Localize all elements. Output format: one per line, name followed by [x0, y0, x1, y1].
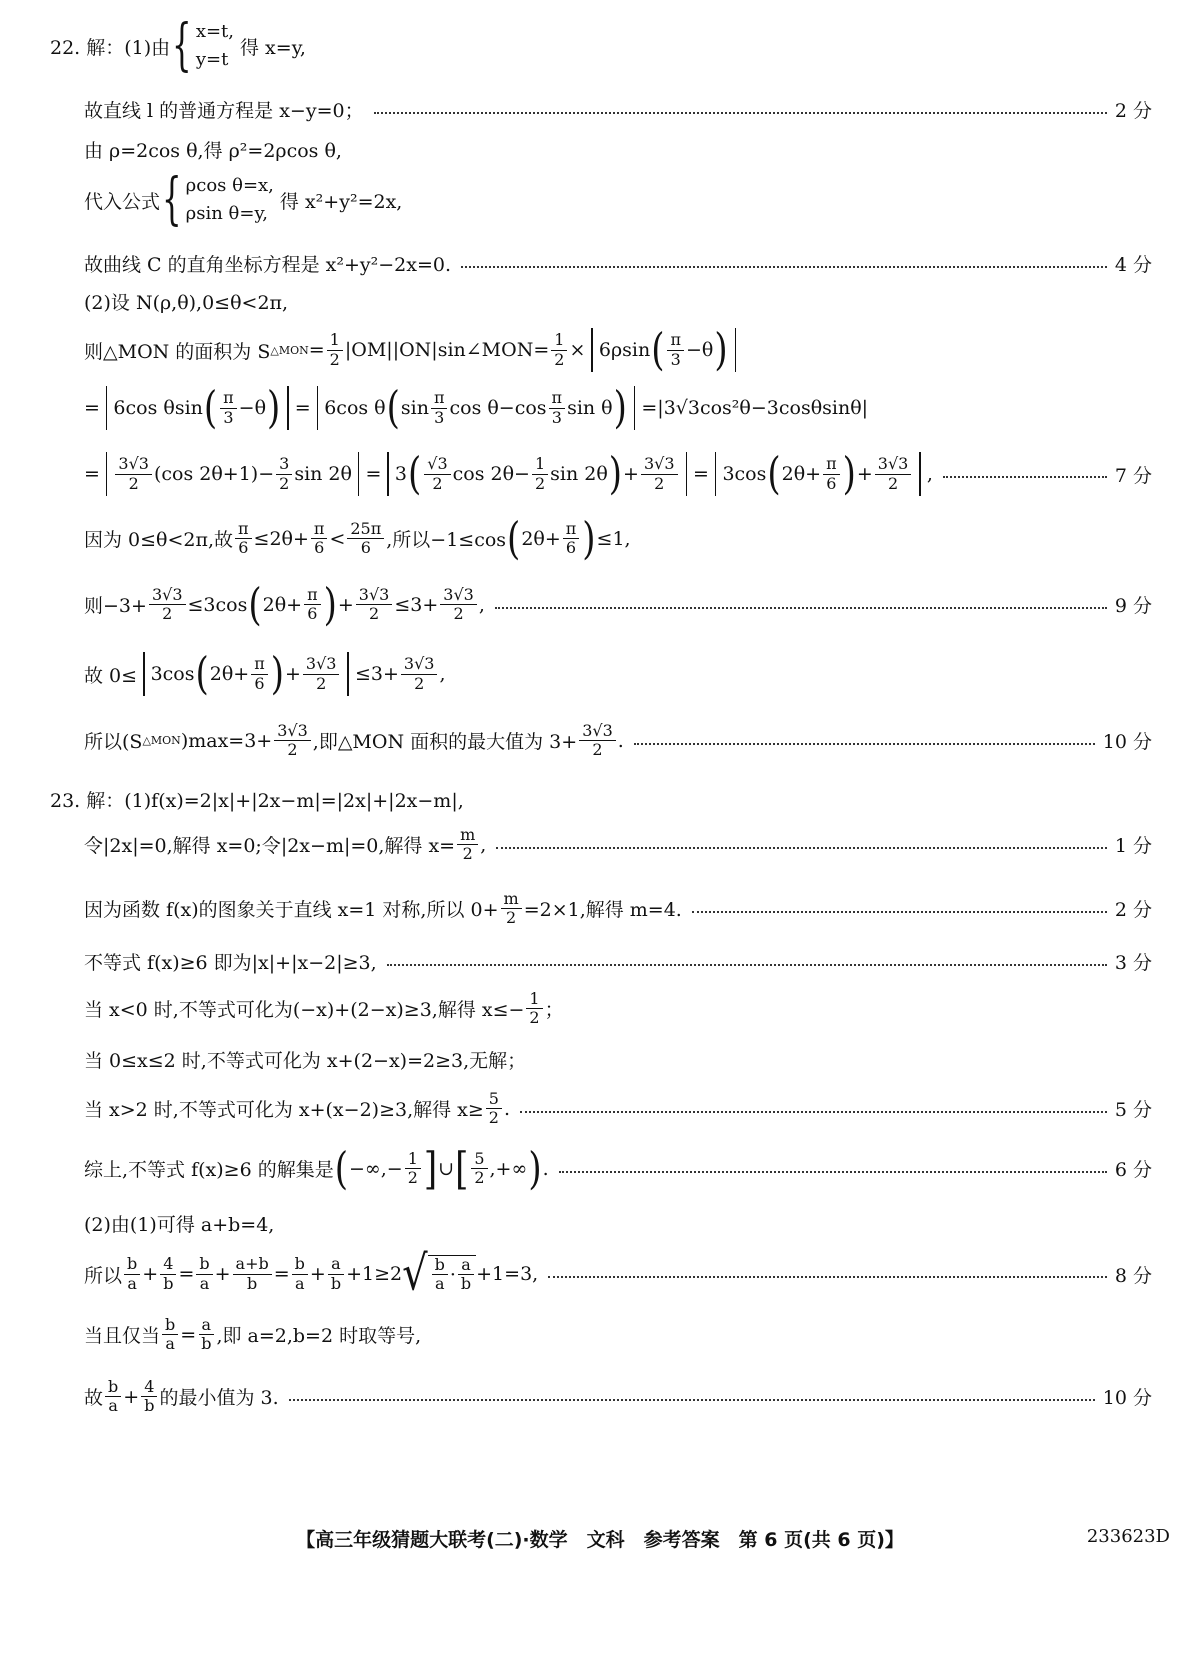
footer-title: 【高三年级猜题大联考(二)·数学 文科 参考答案 第 6 页(共 6 页)】: [296, 1529, 904, 1551]
paren: (: [767, 448, 781, 500]
fraction: $\frac{1}{2}$: [532, 455, 548, 493]
fraction: $\frac{3√3}{2}$: [149, 586, 186, 624]
fraction: $\frac{b}{a}$: [162, 1316, 178, 1354]
fraction: $\frac{3√3}{2}$: [579, 722, 616, 760]
p23-line-3: 因为函数 f(x)的图象关于直线 x=1 对称,所以 0+ $\frac{m}{2}$ =2×1,解得 m=4. 2 分: [84, 889, 1152, 928]
abs-bar: [686, 452, 688, 496]
abs-bar: [106, 452, 108, 496]
fraction: $\frac{3√3}{2}$: [875, 455, 912, 493]
paren: (: [386, 382, 400, 434]
p22-line-12: 故 0≤ 3cos ( 2θ+ $\frac{\pi}{6}$ ) + $\frac{3√3}{2}$ ≤3+ $\frac{3√3}{2}$ ,: [84, 648, 446, 700]
fraction: $\frac{a}{b}$: [328, 1255, 344, 1293]
p22-line-10: 因为 0≤θ<2π,故 $\frac{\pi}{6}$ ≤2θ+ $\frac{\pi}{6}$ < $\frac{25\pi}{6}$ ,所以−1≤cos ( 2θ+ $\frac{\pi}{6}$ ) ≤1,: [84, 512, 631, 565]
p23-line-8: 综上,不等式 f(x)≥6 的解集是 ( −∞,− $\frac{1}{2}$ ] ∪ [ $\frac{5}{2}$ ,+∞ ) . 6 分: [84, 1142, 1152, 1195]
paren: (: [407, 448, 422, 500]
leader-dots: [692, 909, 1107, 913]
fraction: $\frac{b}{a}$: [124, 1255, 140, 1293]
abs-bar: [358, 452, 360, 496]
paren: (: [203, 382, 218, 434]
p22-line-11: 则−3+ $\frac{3√3}{2}$ ≤3cos ( 2θ+ $\frac{\pi}{6}$ ) + $\frac{3√3}{2}$ ≤3+ $\frac{3√3}{2}$ , 9 分: [84, 578, 1152, 631]
abs-bar: [591, 328, 593, 372]
fraction: $\frac{\pi}{6}$: [304, 586, 321, 624]
paren: (: [507, 512, 521, 565]
p22-line-9: = $\frac{3√3}{2}$ (cos 2θ+1)− $\frac{3}{2}$ sin 2θ = 3 ( $\frac{√3}{2}$ cos 2θ− $\frac{1}{2}$ sin 2θ ) + $\frac{3√3}{2}$ = 3cos ( 2θ+ $\frac{\pi}{6}$ ) + $\frac{3√3}{2}$ , 7 分: [84, 448, 1152, 500]
paren: ): [842, 448, 856, 500]
p22-line-5: 故曲线 C 的直角坐标方程是 x²+y²−2x=0. 4 分: [84, 250, 1152, 277]
fraction: $\frac{a}{b}$: [458, 1256, 474, 1294]
leader-dots: [548, 1274, 1107, 1278]
square-root: √ $\frac{b}{a}$ · $\frac{a}{b}$: [402, 1254, 476, 1294]
fraction: $\frac{1}{2}$: [551, 331, 567, 369]
fraction: $\frac{b}{a}$: [432, 1256, 448, 1294]
p22-line-1: 22. 解：(1)由 { x=t, y=t 得 x=y,: [50, 13, 306, 78]
fraction: $\frac{3√3}{2}$: [401, 655, 438, 693]
leader-dots: [387, 962, 1107, 966]
brace-symbol: {: [172, 13, 192, 78]
fraction: $\frac{b}{a}$: [292, 1255, 308, 1293]
fraction: $\frac{3√3}{2}$: [356, 586, 393, 624]
fraction: $\frac{m}{2}$: [501, 890, 522, 928]
fraction: $\frac{4}{b}$: [160, 1255, 176, 1293]
p22-line-8: = 6cos θsin ( $\frac{\pi}{3}$ −θ ) = 6cos θ ( sin $\frac{\pi}{3}$ cos θ−cos $\frac{\pi}{3}$ sin θ ) =|3√3cos²θ−3cosθsinθ|: [84, 382, 869, 434]
p23-line-5: 当 x<0 时,不等式可化为(−x)+(2−x)≥3,解得 x≤− $\frac{1}{2}$ ；: [84, 989, 564, 1028]
abs-bar: [143, 652, 145, 696]
paren: (: [651, 324, 665, 376]
fraction: $\frac{a}{b}$: [198, 1316, 214, 1354]
fraction: $\frac{3√3}{2}$: [115, 455, 152, 493]
fraction: $\frac{1}{2}$: [327, 331, 343, 369]
p22-line-3: 由 ρ=2cos θ,得 ρ²=2ρcos θ,: [84, 140, 342, 162]
leader-dots: [289, 1397, 1095, 1401]
fraction: $\frac{\pi}{6}$: [823, 455, 840, 493]
fraction: $\frac{m}{2}$: [457, 826, 478, 864]
paren: (: [248, 578, 262, 631]
fraction: $\frac{\pi}{6}$: [563, 520, 580, 558]
fraction: $\frac{\pi}{3}$: [431, 389, 448, 427]
bracket: ]: [423, 1142, 438, 1195]
fraction: $\frac{b}{a}$: [196, 1255, 212, 1293]
bracket: [: [455, 1142, 469, 1195]
leader-dots: [461, 264, 1107, 268]
abs-bar: [317, 386, 319, 430]
leader-dots: [634, 741, 1095, 745]
p23-line-4: 不等式 f(x)≥6 即为|x|+|x−2|≥3, 3 分: [84, 948, 1152, 975]
fraction: $\frac{4}{b}$: [141, 1378, 157, 1416]
leader-dots: [520, 1109, 1107, 1113]
fraction: $\frac{3√3}{2}$: [274, 722, 311, 760]
score: 10 分: [1102, 731, 1152, 754]
abs-bar: [387, 452, 389, 496]
fraction: $\frac{1}{2}$: [526, 990, 542, 1028]
abs-bar: [735, 328, 737, 372]
score: 2 分: [1114, 100, 1152, 122]
paren: ): [528, 1142, 542, 1195]
paren: ): [613, 382, 627, 434]
p23-line-9: (2)由(1)可得 a+b=4,: [84, 1214, 275, 1236]
fraction: $\frac{\pi}{3}$: [549, 389, 566, 427]
fraction: $\frac{√3}{2}$: [424, 455, 450, 493]
abs-bar: [715, 452, 717, 496]
fraction: $\frac{3√3}{2}$: [303, 655, 340, 693]
p23-line-6: 当 0≤x≤2 时,不等式可化为 x+(2−x)=2≥3,无解；: [84, 1050, 527, 1072]
leader-dots: [495, 605, 1107, 609]
p23-line-11: 当且仅当 $\frac{b}{a}$ = $\frac{a}{b}$ ,即 a=2,b=2 时取等号,: [84, 1315, 422, 1354]
abs-bar: [634, 386, 636, 430]
paren: ): [582, 512, 596, 565]
leader-dots: [496, 845, 1107, 849]
document-code: 233623D: [1086, 1526, 1170, 1547]
system-equations: ρcos θ=x, ρsin θ=y,: [185, 175, 274, 224]
brace-symbol: {: [162, 167, 182, 232]
score: 4 分: [1114, 254, 1152, 276]
score: 1 分: [1114, 835, 1152, 858]
score: 7 分: [1114, 464, 1152, 487]
p22-line-2: 故直线 l 的普通方程是 x−y=0； 2 分: [84, 96, 1152, 123]
fraction: $\frac{\pi}{6}$: [235, 520, 252, 558]
fraction: $\frac{3√3}{2}$: [641, 455, 678, 493]
abs-bar: [919, 452, 921, 496]
score: 10 分: [1102, 1387, 1152, 1410]
p23-line-1: 23. 解：(1)f(x)=2|x|+|2x−m|=|2x|+|2x−m|,: [50, 790, 464, 812]
score: 5 分: [1114, 1099, 1152, 1122]
fraction: $\frac{b}{a}$: [105, 1378, 121, 1416]
fraction: $\frac{3}{2}$: [276, 455, 292, 493]
abs-bar: [106, 386, 108, 430]
p23-line-12: 故 $\frac{b}{a}$ + $\frac{4}{b}$ 的最小值为 3. 10 分: [84, 1377, 1152, 1416]
fraction: $\frac{a+b}{b}$: [233, 1255, 272, 1293]
leader-dots: [943, 474, 1107, 478]
fraction: $\frac{3√3}{2}$: [440, 586, 477, 624]
paren: ): [608, 448, 623, 500]
abs-bar: [287, 386, 289, 430]
paren: (: [195, 648, 209, 700]
p22-line-4: 代入公式 { ρcos θ=x, ρsin θ=y, 得 x²+y²=2x,: [84, 167, 403, 232]
fraction: $\frac{1}{2}$: [405, 1150, 421, 1188]
abs-bar: [347, 652, 349, 696]
fraction: $\frac{\pi}{6}$: [311, 520, 328, 558]
paren: ): [714, 324, 728, 376]
fraction: $\frac{5}{2}$: [471, 1150, 487, 1188]
score: 9 分: [1114, 595, 1152, 618]
p23-line-7: 当 x>2 时,不等式可化为 x+(x−2)≥3,解得 x≥ $\frac{5}{2}$ . 5 分: [84, 1089, 1152, 1128]
page-footer: [0, 1525, 1200, 1552]
system-equations: x=t, y=t: [195, 21, 235, 70]
fraction: $\frac{\pi}{3}$: [220, 389, 237, 427]
p23-line-10: 所以 $\frac{b}{a}$ + $\frac{4}{b}$ = $\frac{b}{a}$ + $\frac{a+b}{b}$ = $\frac{b}{a}$ + $\frac{a}{b}$ +1≥2 √ $\frac{b}{a}$ · $\frac{a}{b}$ +1=3, 8 分: [84, 1246, 1152, 1302]
fraction: $\frac{\pi}{6}$: [251, 655, 268, 693]
paren: ): [267, 382, 281, 434]
paren: (: [334, 1142, 348, 1195]
p22-line-7: 则△MON 的面积为 S △MON = $\frac{1}{2}$ |OM||ON|sin∠MON= $\frac{1}{2}$ × 6ρsin ( $\frac{\pi}{3}$ −θ ): [84, 328, 1152, 372]
leader-dots: [559, 1169, 1107, 1173]
score: 6 分: [1114, 1159, 1152, 1182]
score: 8 分: [1114, 1264, 1152, 1287]
p22-line-13: 所以(S △MON )max=3+ $\frac{3√3}{2}$ ,即△MON 面积的最大值为 3+ $\frac{3√3}{2}$ . 10 分: [84, 721, 1152, 760]
leader-dots: [374, 110, 1107, 114]
fraction: $\frac{5}{2}$: [486, 1090, 502, 1128]
paren: ): [270, 648, 284, 700]
fraction: $\frac{\pi}{3}$: [667, 331, 684, 369]
score: 3 分: [1114, 952, 1152, 974]
score: 2 分: [1114, 899, 1152, 922]
paren: ): [323, 578, 337, 631]
p23-line-2: 令|2x|=0,解得 x=0;令|2x−m|=0,解得 x= $\frac{m}{2}$ , 1 分: [84, 825, 1152, 864]
p22-line-6: (2)设 N(ρ,θ),0≤θ<2π,: [84, 292, 289, 314]
fraction: $\frac{25\pi}{6}$: [347, 520, 384, 558]
